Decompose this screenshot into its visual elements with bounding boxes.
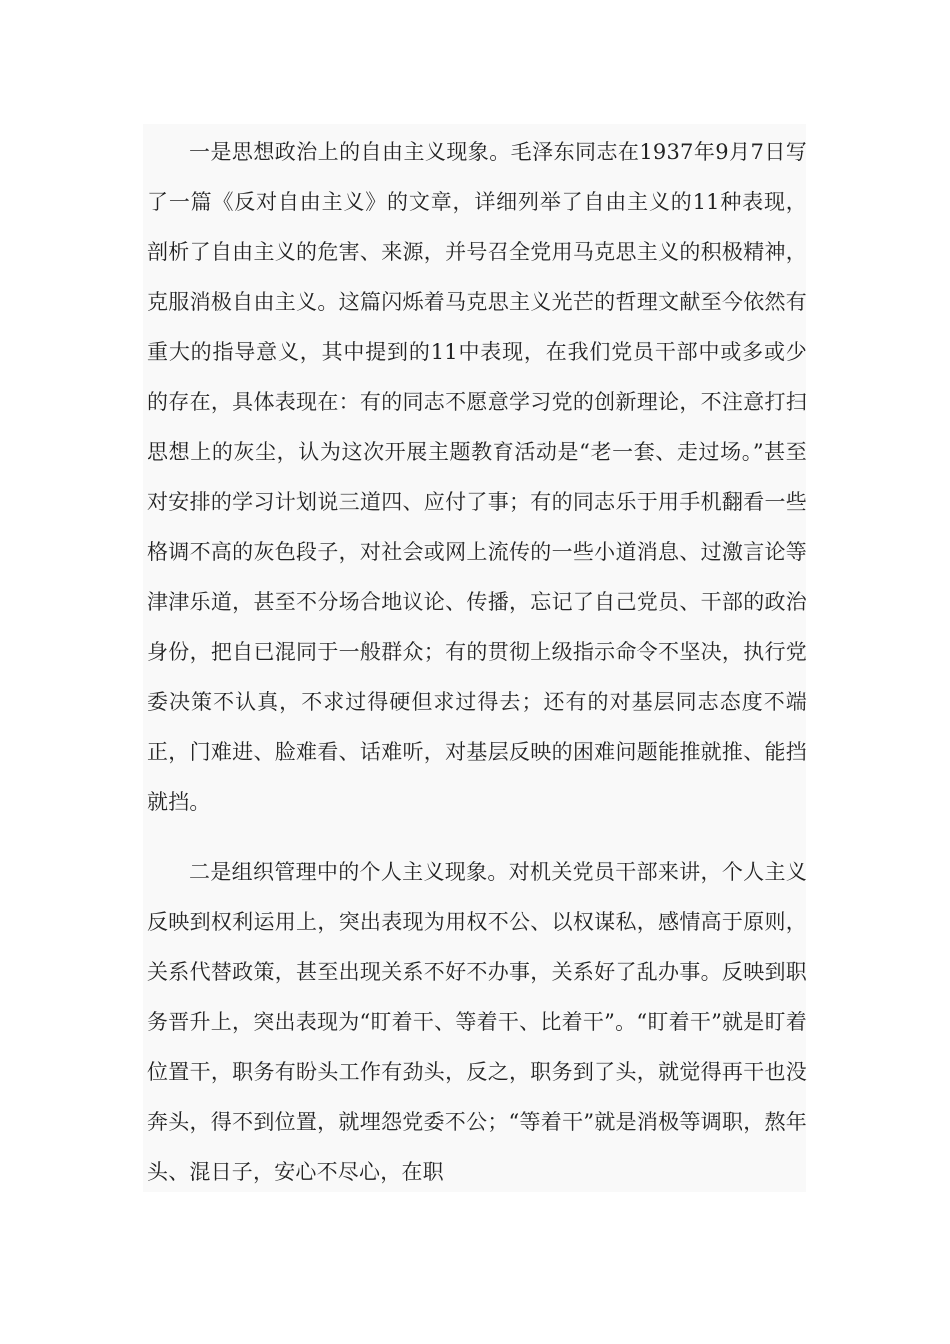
document-body: [143, 124, 806, 1192]
paragraph-liberalism: 一是思想政治上的自由主义现象。毛泽东同志在1937年9月7日写了一篇《反对自由主义》的文章，详细列举了自由主义的11种表现，剖析了自由主义的危害、来源，并号召全党用马克思主义的积极精神，克服消极自由主义。这篇闪烁着马克思主义光芒的哲理文献至今依然有重大的指导意义，其中提到的11中表现，在我们党员干部中或多或少的存在，具体表现在：有的同志不愿意学习党的创新理论，不注意打扫思想上的灰尘，认为这次开展主题教育活动是“老一套、走过场。”甚至对安排的学习计划说三道四、应付了事；有的同志乐于用手机翻看一些格调不高的灰色段子，对社会或网上流传的一些小道消息、过激言论等津津乐道，甚至不分场合地议论、传播，忘记了自己党员、干部的政治身份，把自已混同于一般群众；有的贯彻上级指示命令不坚决，执行党委决策不认真，不求过得硬但求过得去；还有的对基层同志态度不端正，门难进、脸难看、话难听，对基层反映的困难问题能推就推、能挡就挡。: [147, 140, 807, 814]
paragraph-individualism: 二是组织管理中的个人主义现象。对机关党员干部来讲，个人主义反映到权利运用上，突出表现为用权不公、以权谋私，感情高于原则，关系代替政策，甚至出现关系不好不办事，关系好了乱办事。反映到职务晋升上，突出表现为“盯着干、等着干、比着干”。“盯着干”就是盯着位置干，职务有盼头工作有劲头，反之，职务到了头，就觉得再干也没奔头，得不到位置，就埋怨党委不公；“等着干”就是消极等调职，熬年头、混日子，安心不尽心，在职: [147, 860, 807, 1184]
